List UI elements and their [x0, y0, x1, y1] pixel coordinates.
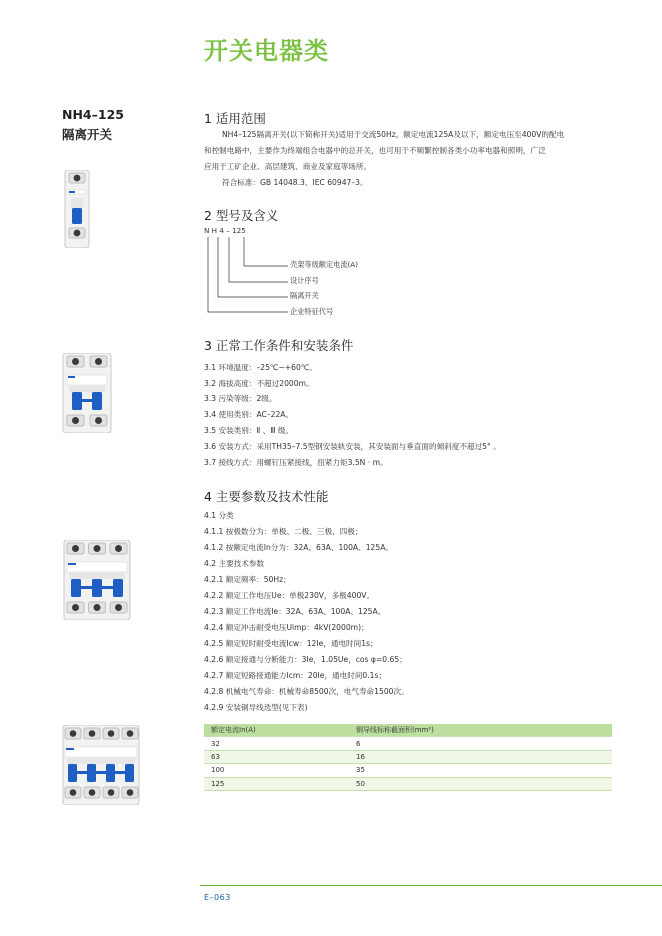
- section-1-line-1: NH4–125隔离开关(以下简称开关)适用于交流50Hz，额定电流125A及以下，额定电压至400V的配电: [222, 130, 565, 139]
- param-item: 4.1.2 按额定电流In分为：32A、63A、100A、125A。: [204, 543, 394, 552]
- section-1-line-3: 应用于工矿企业、高层建筑、商业及家庭等场所。: [204, 162, 372, 171]
- product-name: 隔离开关: [62, 127, 113, 142]
- param-item: 4.2.2 额定工作电压Ue：单极230V，多极400V。: [204, 591, 375, 600]
- table-row: [204, 750, 612, 763]
- table-cell: 35: [349, 764, 612, 777]
- param-item: 4.2 主要技术参数: [204, 559, 265, 568]
- table-header: 额定电流In(A): [204, 724, 349, 737]
- product-image-2p: [62, 353, 112, 433]
- param-item: 4.2.7 额定短路接通能力Icm：20Ie，通电时间0.1s；: [204, 671, 387, 680]
- model-label-switch: 隔离开关: [290, 291, 319, 300]
- model-code: N H 4 – 125: [204, 226, 246, 235]
- param-item: 4.2.8 机械电气寿命：机械寿命8500次，电气寿命1500次。: [204, 687, 409, 696]
- param-item: 4.1.1 按极数分为：单极、二极、三极、四极；: [204, 527, 363, 536]
- model-label-current: 壳架等级额定电流(A): [290, 260, 359, 269]
- section-1-heading: 1 适用范围: [204, 111, 266, 126]
- table-cell: 32: [204, 737, 349, 750]
- param-item: 4.2.5 额定短时耐受电流Icw：12Ie，通电时间1s；: [204, 639, 378, 648]
- param-item: 4.2.1 额定频率：50Hz；: [204, 575, 291, 584]
- model-label-company: 企业特征代号: [290, 307, 334, 316]
- table-cell: 63: [204, 750, 349, 763]
- section-1-line-2: 和控制电路中，主要作为终端组合电器中的总开关，也可用于不频繁控制各类小功率电器和照明，广泛: [204, 146, 546, 155]
- condition-item: 3.1 环境温度：–25℃~+60℃。: [204, 363, 317, 372]
- condition-item: 3.6 安装方式：采用TH35–7.5型钢安装轨安装，其安装面与垂直面的倾斜度不超过5° 。: [204, 442, 501, 451]
- model-code-diagram: [204, 237, 294, 317]
- table-row: [204, 764, 612, 777]
- table-cell: 125: [204, 777, 349, 790]
- section-3-heading: 3 正常工作条件和安装条件: [204, 338, 354, 353]
- condition-item: 3.4 使用类别：AC–22A。: [204, 410, 294, 419]
- table-header: 铜导线标称截面积(mm²): [349, 724, 612, 737]
- table-row: [204, 737, 612, 750]
- condition-item: 3.7 接线方式：用螺钉压紧接线，扭紧力矩3.5N · m。: [204, 458, 388, 467]
- wire-size-table: [204, 724, 612, 791]
- param-item: 4.2.6 额定接通与分断能力：3Ie，1.05Ue，cos φ=0.65；: [204, 655, 407, 664]
- product-image-3p: [63, 540, 131, 620]
- table-cell: 50: [349, 777, 612, 790]
- table-cell: 100: [204, 764, 349, 777]
- product-model: NH4–125: [62, 107, 124, 122]
- param-item: 4.2.4 额定冲击耐受电压Uimp：4kV(2000m)；: [204, 623, 369, 632]
- condition-item: 3.5 安装类别：Ⅱ 、Ⅲ 级。: [204, 426, 294, 435]
- param-item: 4.1 分类: [204, 511, 234, 520]
- param-item: 4.2.9 安装铜导线选型(见下表): [204, 703, 308, 712]
- model-label-design: 设计序号: [290, 276, 319, 285]
- page-number: E–063: [204, 893, 231, 902]
- section-4-heading: 4 主要参数及技术性能: [204, 489, 329, 504]
- product-image-4p: [62, 725, 140, 805]
- product-image-1p: [64, 170, 90, 248]
- table-header-row: [204, 724, 612, 737]
- table-cell: 6: [349, 737, 612, 750]
- table-row: [204, 777, 612, 790]
- param-item: 4.2.3 额定工作电流Ie：32A、63A、100A、125A。: [204, 607, 386, 616]
- footer-divider: [200, 885, 662, 886]
- condition-item: 3.2 海拔高度：不超过2000m。: [204, 379, 314, 388]
- section-1-standard: 符合标准：GB 14048.3、IEC 60947–3。: [222, 178, 368, 187]
- section-2-heading: 2 型号及含义: [204, 208, 279, 223]
- page-title: 开关电器类: [204, 37, 329, 65]
- condition-item: 3.3 污染等级：2级。: [204, 394, 277, 403]
- table-cell: 16: [349, 750, 612, 763]
